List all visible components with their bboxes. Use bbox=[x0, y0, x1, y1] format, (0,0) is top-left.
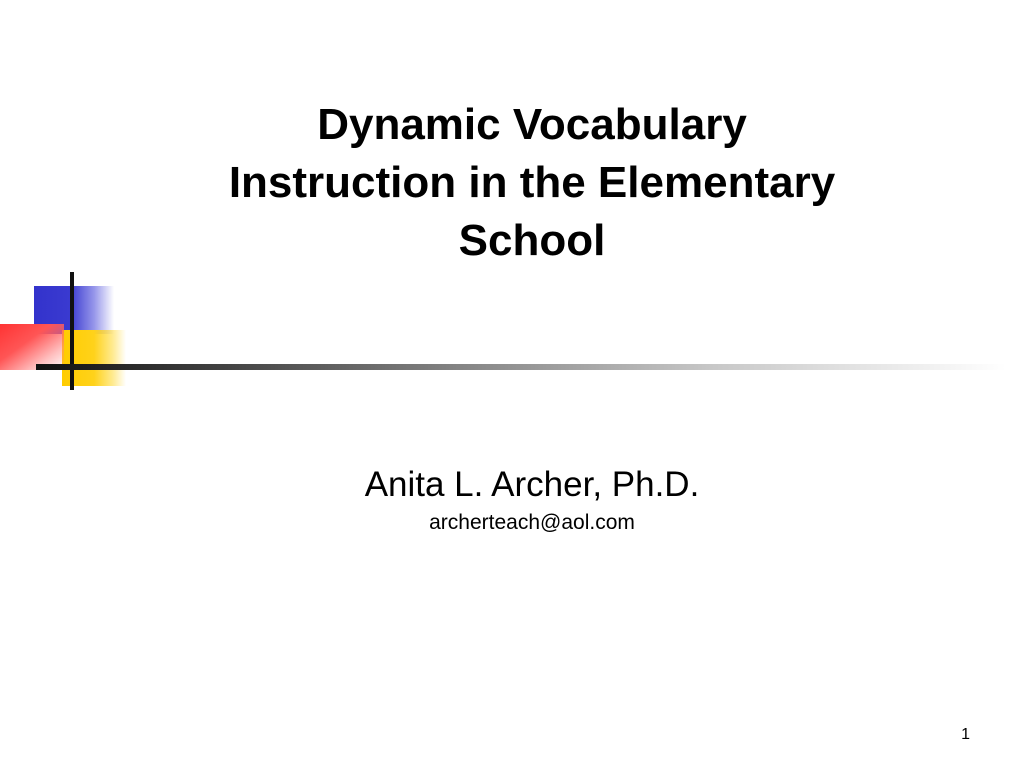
horizontal-rule bbox=[36, 364, 1006, 370]
slide-title bbox=[130, 96, 934, 270]
vertical-rule bbox=[70, 272, 74, 390]
author-email: archerteach@aol.com bbox=[429, 511, 635, 534]
decorative-motif bbox=[0, 268, 1024, 398]
slide-title-line-3: School bbox=[458, 216, 606, 265]
slide-title-line-1: Dynamic Vocabulary bbox=[317, 100, 747, 149]
author-name: Anita L. Archer, Ph.D. bbox=[364, 465, 700, 504]
slide-title-line-2: Instruction in the Elementary bbox=[228, 158, 836, 207]
page-number: 1 bbox=[961, 726, 970, 743]
